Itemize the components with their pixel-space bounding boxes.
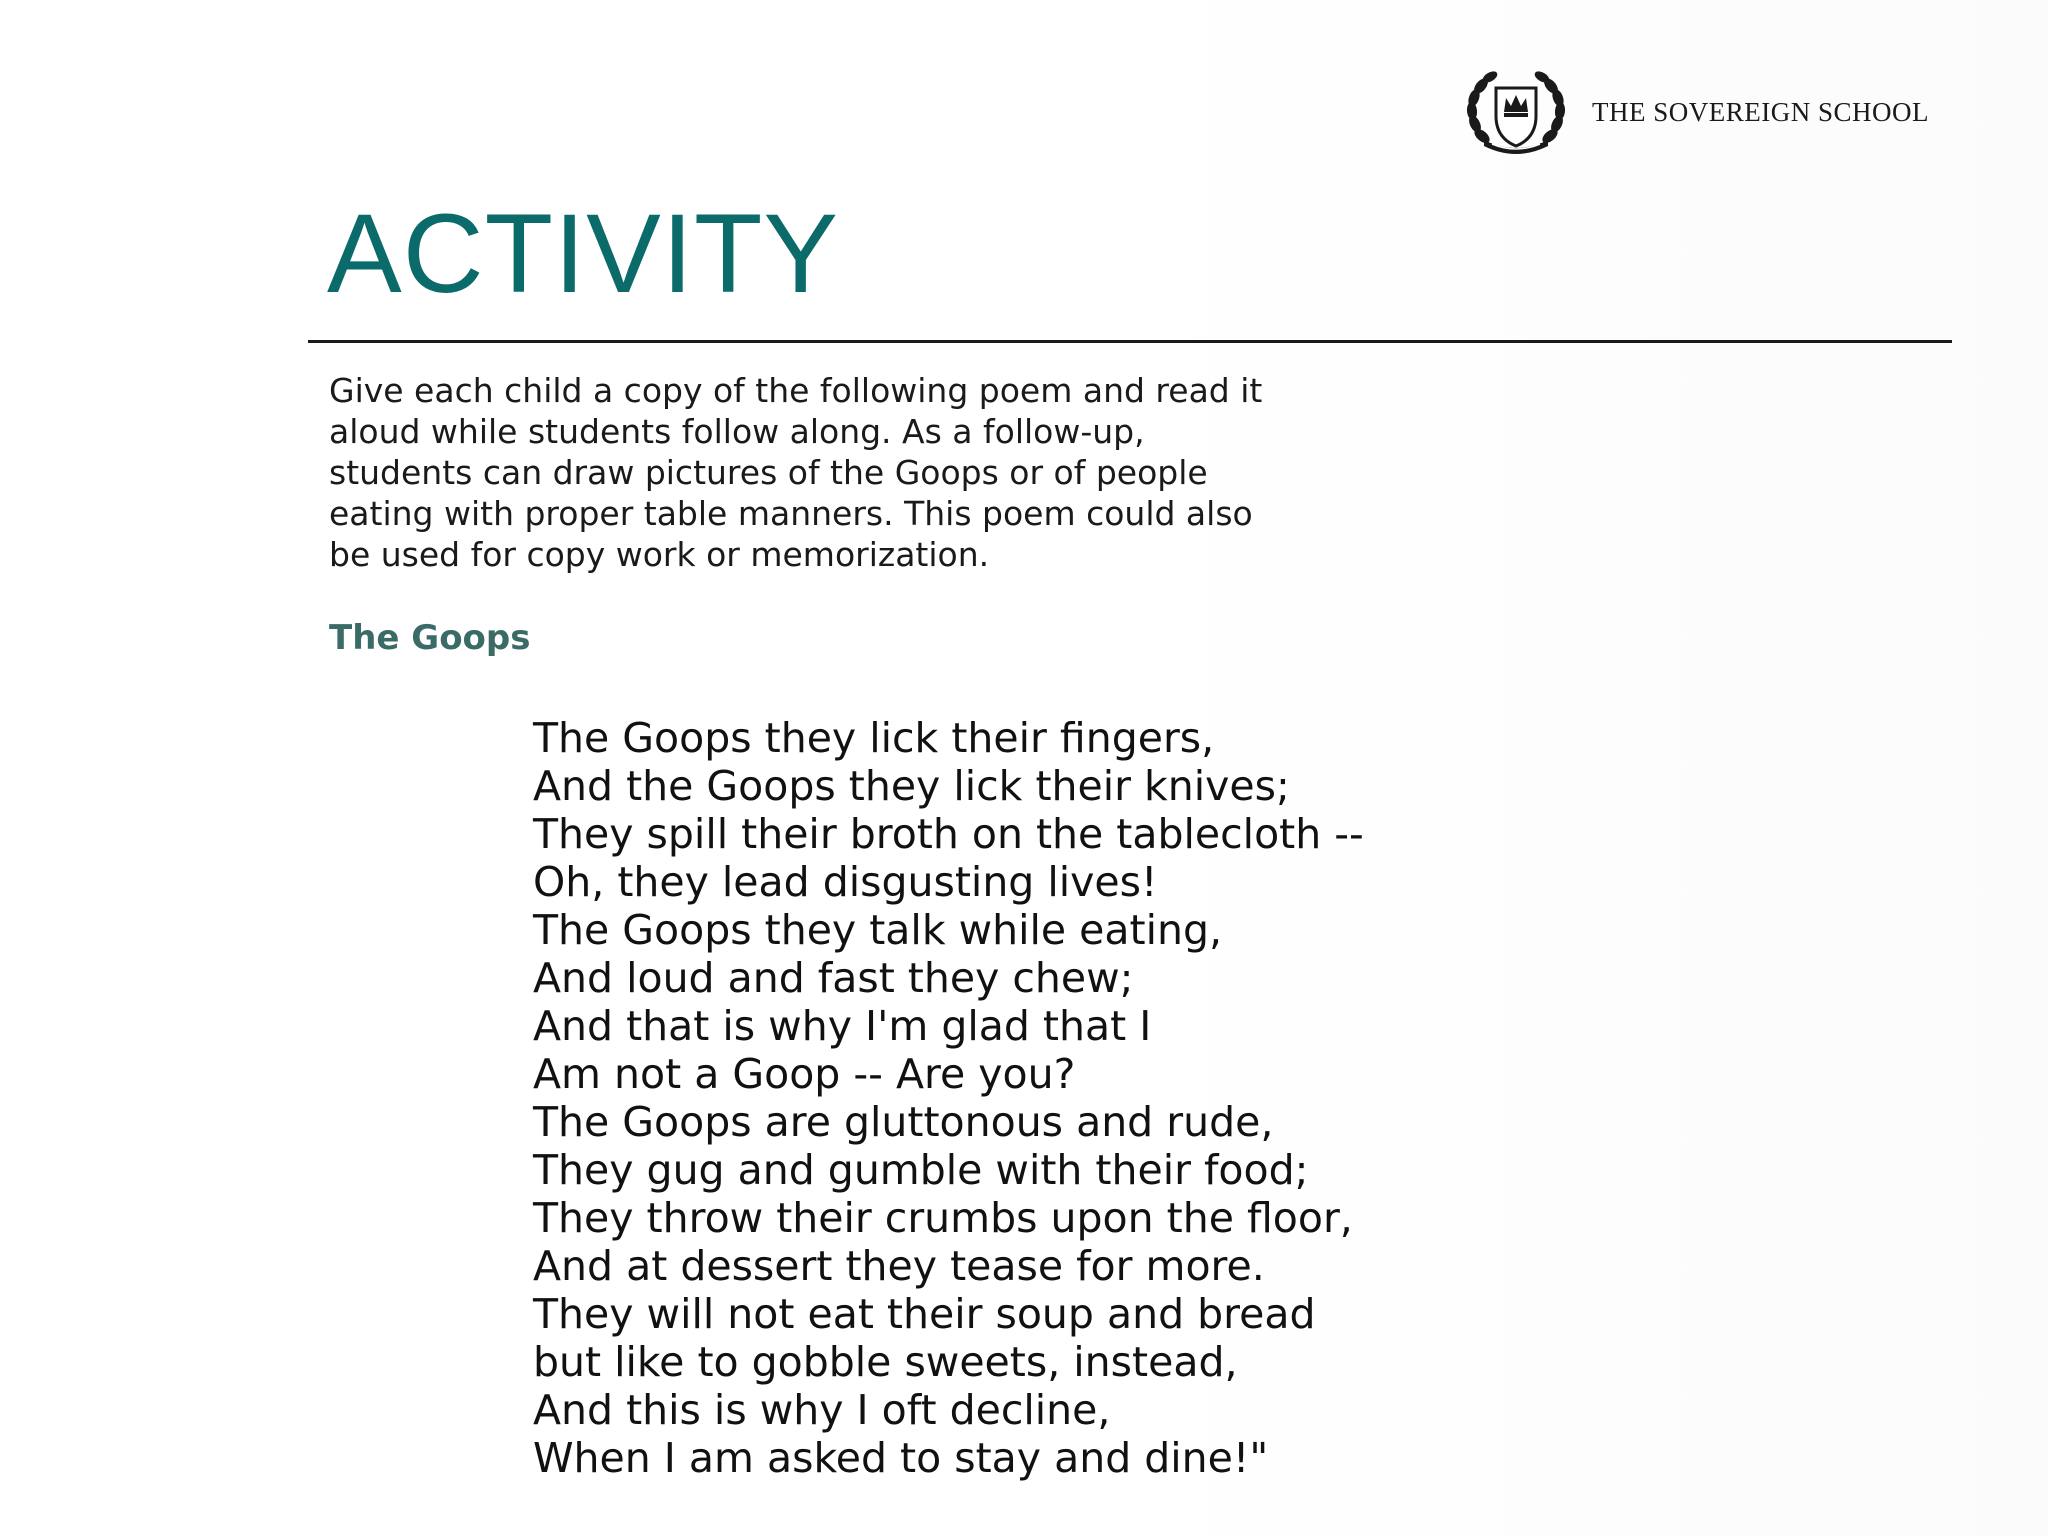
poem-line: Oh, they lead disgusting lives!: [533, 858, 1158, 906]
poem-body: [533, 714, 1364, 1482]
poem-line: The Goops they lick their fingers,: [533, 714, 1215, 762]
poem-line: When I am asked to stay and dine!": [533, 1434, 1269, 1482]
school-brand: [1462, 66, 1929, 158]
intro-line: eating with proper table manners. This poem could also: [329, 494, 1253, 533]
poem-line: They throw their crumbs upon the floor,: [533, 1194, 1353, 1242]
poem-line: And at dessert they tease for more.: [533, 1242, 1265, 1290]
poem-line: The Goops are gluttonous and rude,: [533, 1098, 1274, 1146]
intro-paragraph: [329, 370, 1369, 575]
poem-line: And the Goops they lick their knives;: [533, 762, 1290, 810]
poem-line: The Goops they talk while eating,: [533, 906, 1223, 954]
poem-line: They gug and gumble with their food;: [533, 1146, 1309, 1194]
laurel-crown-crest-icon: [1462, 66, 1570, 158]
poem-line: Am not a Goop -- Are you?: [533, 1050, 1076, 1098]
intro-line: Give each child a copy of the following poem and read it: [329, 371, 1263, 410]
poem-line: And that is why I'm glad that I: [533, 1002, 1152, 1050]
intro-line: students can draw pictures of the Goops or of people: [329, 453, 1208, 492]
poem-line: but like to gobble sweets, instead,: [533, 1338, 1238, 1386]
poem-title: The Goops: [329, 618, 531, 658]
poem-line: And this is why I oft decline,: [533, 1386, 1111, 1434]
poem-line: And loud and fast they chew;: [533, 954, 1134, 1002]
poem-line: They will not eat their soup and bread: [533, 1290, 1316, 1338]
title-divider: [308, 340, 1952, 343]
intro-line: aloud while students follow along. As a follow-up,: [329, 412, 1145, 451]
intro-line: be used for copy work or memorization.: [329, 535, 990, 574]
page-title: ACTIVITY: [327, 191, 840, 316]
school-name: THE SOVEREIGN SCHOOL: [1592, 96, 1929, 127]
poem-line: They spill their broth on the tablecloth --: [533, 810, 1364, 858]
